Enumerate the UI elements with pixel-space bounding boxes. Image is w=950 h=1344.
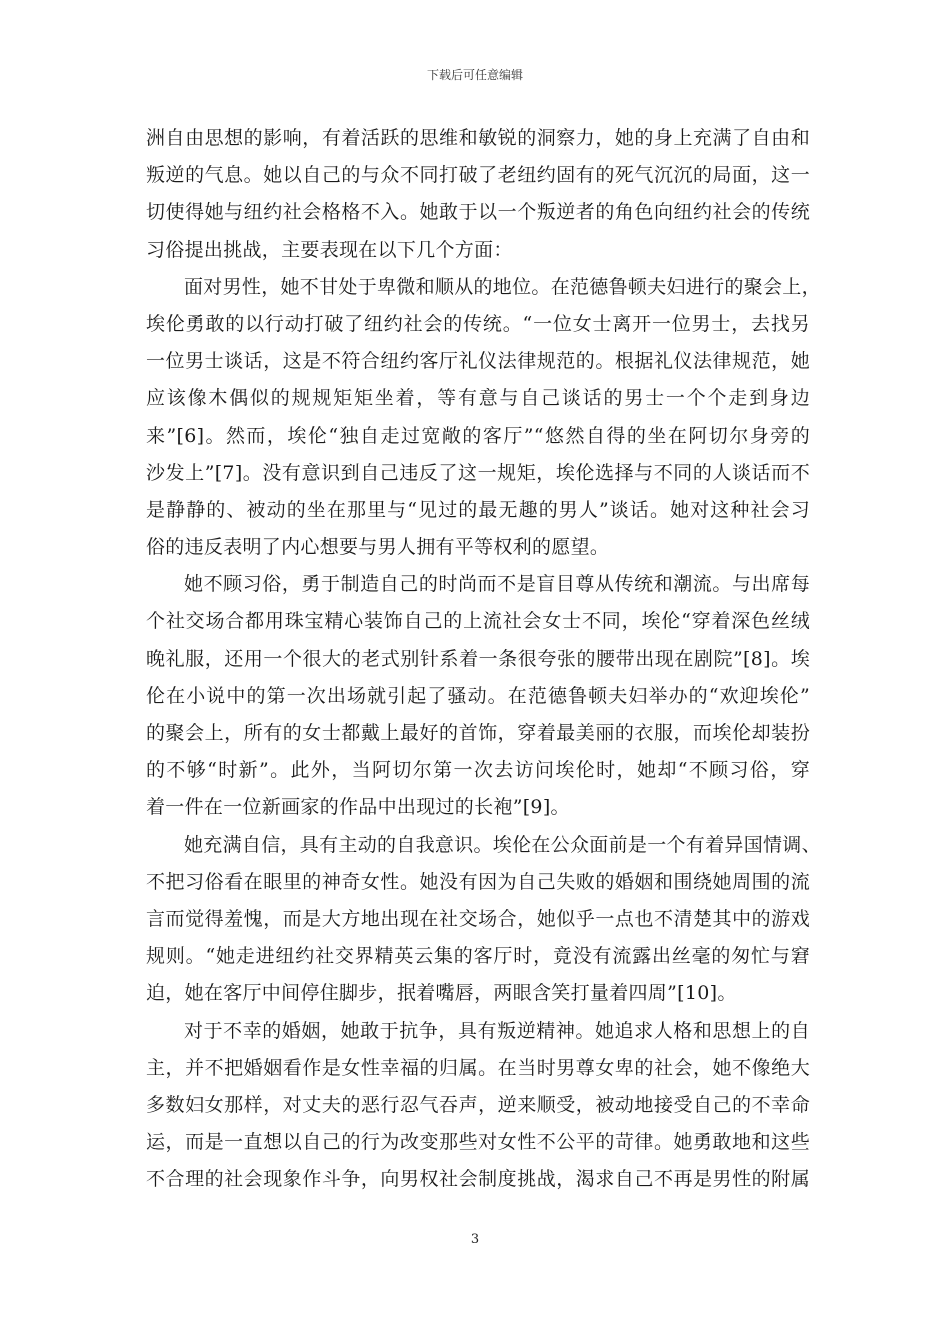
text-line: 叛逆的气息。她以自己的与众不同打破了老纽约固有的死气沉沉的局面，这一: [146, 164, 810, 187]
text-line: 的聚会上，所有的女士都戴上最好的首饰，穿着最美丽的衣服，而埃伦却装扮: [146, 722, 810, 744]
text-line: 的不够“时新”。此外，当阿切尔第一次去访问埃伦时，她却“不顾习俗，穿: [146, 759, 810, 782]
text-line: 埃伦勇敢的以行动打破了纽约社会的传统。“一位女士离开一位男士，去找另: [146, 312, 810, 335]
text-line: 洲自由思想的影响，有着活跃的思维和敏锐的洞察力，她的身上充满了自由和: [146, 127, 810, 149]
paragraph-start-line: 她充满自信，具有主动的自我意识。埃伦在公众面前是一个有着异国情调、: [184, 833, 821, 856]
paragraph-start-line: 她不顾习俗，勇于制造自己的时尚而不是盲目尊从传统和潮流。与出席每: [184, 573, 810, 596]
page-header: 下载后可任意编辑: [426, 68, 523, 82]
page-number: 3: [470, 1232, 480, 1247]
body-text: [146, 120, 821, 1198]
text-line: 伦在小说中的第一次出场就引起了骚动。在范德鲁顿夫妇举办的“欢迎埃伦”: [146, 684, 810, 707]
text-line: 主，并不把婚姻看作是女性幸福的归属。在当时男尊女卑的社会，她不像绝大: [146, 1056, 810, 1079]
text-line: 不把习俗看在眼里的神奇女性。她没有因为自己失败的婚姻和围绕她周围的流: [146, 870, 810, 893]
text-line: 着一件在一位新画家的作品中出现过的长袍”[9]。: [146, 796, 570, 819]
text-line: 切使得她与纽约社会格格不入。她敢于以一个叛逆者的角色向纽约社会的传统: [146, 201, 810, 224]
text-line: 来”[6]。然而，埃伦“独自走过宽敞的客厅”“悠然自得的坐在阿切尔身旁的: [146, 424, 810, 447]
text-line: 习俗提出挑战，主要表现在以下几个方面：: [146, 238, 513, 261]
text-line: 不合理的社会现象作斗争，向男权社会制度挑战，渴求自己不再是男性的附属: [146, 1168, 810, 1191]
text-line: 一位男士谈话，这是不符合纽约客厅礼仪法律规范的。根据礼仪法律规范，她: [146, 350, 810, 373]
text-line: 迫，她在客厅中间停住脚步，抿着嘴唇，两眼含笑打量着四周”[10]。: [146, 982, 737, 1005]
text-line: 个社交场合都用珠宝精心装饰自己的上流社会女士不同，埃伦“穿着深色丝绒: [146, 610, 810, 633]
text-line: 多数妇女那样，对丈夫的恶行忍气吞声，逆来顺受，被动地接受自己的不幸命: [146, 1093, 810, 1116]
paragraph-start-line: 面对男性，她不甘处于卑微和顺从的地位。在范德鲁顿夫妇进行的聚会上，: [184, 275, 821, 298]
paragraph-start-line: 对于不幸的婚姻，她敢于抗争，具有叛逆精神。她追求人格和思想上的自: [184, 1019, 810, 1042]
text-line: 运，而是一直想以自己的行为改变那些对女性不公平的苛律。她勇敢地和这些: [146, 1131, 810, 1154]
text-line: 规则。“她走进纽约社交界精英云集的客厅时，竟没有流露出丝毫的匆忙与窘: [146, 945, 810, 968]
text-line: 应该像木偶似的规规矩矩坐着，等有意与自己谈话的男士一个个走到身边: [146, 387, 810, 410]
text-line: 晚礼服，还用一个很大的老式别针系着一条很夸张的腰带出现在剧院”[8]。埃: [146, 647, 810, 670]
text-line: 俗的违反表明了内心想要与男人拥有平等权利的愿望。: [146, 536, 610, 559]
text-line: 言而觉得羞愧，而是大方地出现在社交场合，她似乎一点也不清楚其中的游戏: [146, 907, 810, 930]
text-line: 是静静的、被动的坐在那里与“见过的最无趣的男人”谈话。她对这种社会习: [146, 498, 810, 521]
text-line: 沙发上”[7]。没有意识到自己违反了这一规矩，埃伦选择与不同的人谈话而不: [146, 461, 810, 484]
